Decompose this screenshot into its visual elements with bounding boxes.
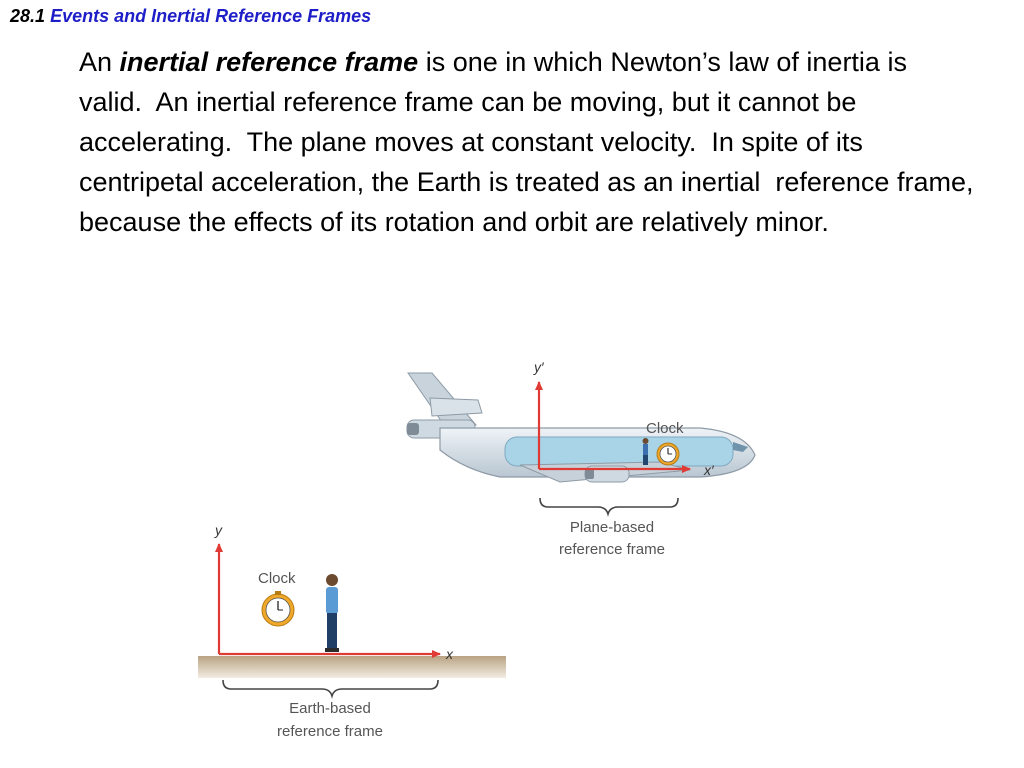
earth-y-axis-label: y bbox=[215, 522, 222, 538]
airplane-illustration bbox=[407, 373, 755, 482]
plane-y-axis-label: y′ bbox=[534, 359, 544, 375]
plane-observer bbox=[643, 438, 649, 465]
plane-x-axis-label: x′ bbox=[704, 462, 714, 478]
plane-caption-bracket bbox=[540, 498, 678, 514]
plane-caption-line1: Plane-based bbox=[569, 519, 655, 536]
earth-caption-line1: Earth-based bbox=[289, 700, 371, 717]
ground-surface bbox=[198, 656, 506, 678]
section-number: 28.1 bbox=[10, 6, 46, 26]
body-term: inertial reference frame bbox=[119, 47, 419, 77]
section-name: Events and Inertial Reference Frames bbox=[50, 6, 372, 26]
plane-clock-label: Clock bbox=[646, 420, 684, 437]
earth-caption-line2: reference frame bbox=[277, 723, 383, 740]
body-intro: An bbox=[79, 47, 113, 77]
earth-clock-icon bbox=[262, 591, 294, 626]
earth-clock-label: Clock bbox=[258, 570, 296, 587]
earth-x-axis-label: x bbox=[446, 646, 453, 662]
plane-clock-icon bbox=[657, 443, 679, 465]
earth-observer bbox=[325, 574, 339, 652]
earth-caption-bracket bbox=[223, 680, 438, 696]
body-rest: is one in which Newton’s law of inertia is valid. An inertial reference frame can be moving, but it cannot be accelerating. The plane moves at constant velocity. In spite of its centripetal acceleration, the Earth is treated as an inertial reference frame, because the effects of its rotation and orbit are relatively minor. bbox=[79, 47, 974, 237]
plane-caption-line2: reference frame bbox=[559, 541, 665, 558]
